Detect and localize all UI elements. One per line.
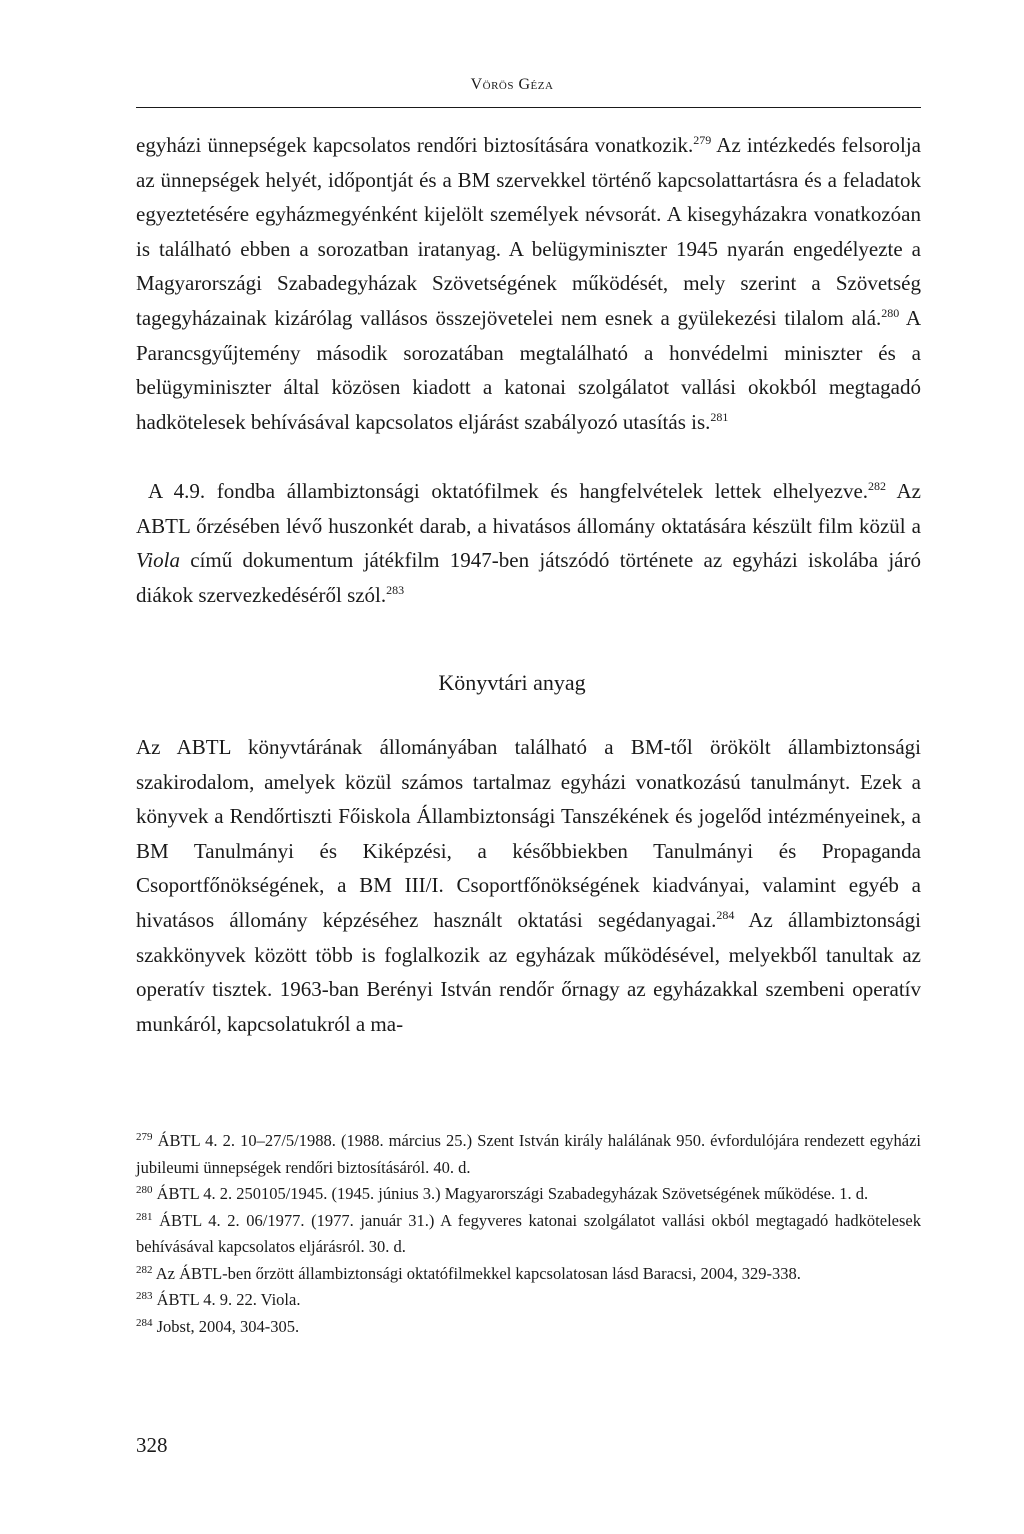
paragraph-text: Az ABTL őrzésében lévő huszonkét darab, a hivatásos állomány oktatására készült film közül a [136, 479, 922, 538]
footnote-284 [136, 1314, 921, 1341]
film-title: Viola [136, 548, 180, 573]
body-paragraph-3 [136, 730, 921, 1041]
footnotes [136, 1128, 921, 1340]
footnote-282 [136, 1261, 921, 1288]
body-paragraph-2 [136, 474, 921, 612]
header-rule [136, 107, 921, 108]
body-paragraph-1 [136, 128, 921, 439]
footnote-ref[interactable]: 279 [693, 133, 712, 147]
footnote-ref[interactable]: 282 [868, 479, 887, 493]
footnote-279 [136, 1128, 921, 1181]
footnote-ref[interactable]: 284 [716, 907, 735, 922]
footnote-text: ÁBTL 4. 2. 250105/1945. (1945. június 3.) Magyarországi Szabadegyházak Szövetségének működése. 1. d. [152, 1184, 869, 1203]
footnote-text: ÁBTL 4. 2. 10–27/5/1988. (1988. március 25.) Szent István király halálának 950. évfordulójára rendezett egyházi jubileumi ünnepségek rendőri biztosításáról. 40. d. [136, 1131, 921, 1177]
footnote-number: 279 [136, 1131, 153, 1143]
footnote-text: Jobst, 2004, 304-305. [152, 1316, 300, 1336]
footnote-text: ÁBTL 4. 2. 06/1977. (1977. január 31.) A fegyveres katonai szolgálatot vallási okból megtagadó hadkötelesek behívásával kapcsolatos eljárásról. 30. d. [136, 1210, 921, 1256]
footnote-text: Az ÁBTL-ben őrzött állambiztonsági oktatófilmekkel kapcsolatosan lásd Baracsi, 2004, 329-338. [152, 1263, 801, 1283]
page-number: 328 [136, 1433, 168, 1457]
footnote-ref[interactable]: 281 [710, 409, 729, 424]
section-heading: Könyvtári anyag [438, 670, 586, 695]
footnote-number: 280 [136, 1184, 153, 1196]
paragraph-text: A 4.9. fondba állambiztonsági oktatófilmek és hangfelvételek lettek elhelyezve. [148, 479, 869, 503]
footnote-280 [136, 1181, 921, 1208]
paragraph-text: Az ABTL könyvtárának állományában található a BM-től örökölt állambiztonsági szakirodalom, amelyek közül számos tartalmaz egyházi vonatkozású tanulmányt. Ezek a könyvek a Rendőrtiszti Főiskola Állambiztonsági Tanszékének és jogelőd intézményeinek, a BM Tanulmányi és Kiképzési, a későbbiekben Tanulmányi és Propaganda Csoportfőnökségének, a BM III/I. Csoportfőnökségének kiadványai, valamint egyéb a hivatásos állomány képzéséhez használt oktatási segédanyagai. [136, 735, 921, 932]
paragraph-text: című dokumentum játékfilm 1947-ben játszódó története az egyházi iskolába járó diákok szervezkedéséről szól. [136, 548, 921, 607]
footnote-ref[interactable]: 283 [386, 582, 405, 597]
paragraph-text: Az intézkedés felsorolja az ünnepségek helyét, időpontját és a BM szervekkel történő kapcsolattartásra és a feladatok egyeztetésére egyházmegyénként kijelölt személyek névsorát. A kisegyházakra vonatkozóan is található ebben a sorozatban iratanyag. A belügyminiszter 1945 nyarán engedélyezte a Magyarországi Szabadegyházak Szövetségének működését, mely szerint a Szövetség tagegyházainak kizárólag vallásos összejövetelei nem esnek a gyülekezési tilalom alá. [136, 133, 921, 330]
paragraph-text: A Parancsgyűjtemény második sorozatában megtalálható a honvédelmi miniszter és a belügyminiszter által közösen kiadott a katonai szolgálatot vallási okokból megtagadó hadkötelesek behívásával kapcsolatos eljárást szabályozó utasítás is. [136, 305, 921, 434]
paragraph-text: egyházi ünnepségek kapcsolatos rendőri biztosítására vonatkozik. [136, 133, 694, 157]
footnote-number: 282 [136, 1263, 153, 1276]
footnote-283 [136, 1287, 921, 1314]
paragraph-text: Az állambiztonsági szakkönyvek között több is foglalkozik az egyházak működésével, melyekből tanultak az operatív tisztek. 1963-ban Berényi István rendőr őrnagy az egyházakkal szembeni operatív munkáról, kapcsolatukról a ma- [136, 907, 921, 1036]
footnote-number: 281 [136, 1210, 153, 1223]
footnote-281 [136, 1208, 921, 1261]
running-head: Vörös Géza [470, 76, 554, 93]
footnote-ref[interactable]: 280 [881, 305, 900, 320]
footnote-number: 283 [136, 1290, 153, 1302]
footnote-text: ÁBTL 4. 9. 22. Viola. [152, 1290, 301, 1309]
footnote-number: 284 [136, 1316, 153, 1329]
